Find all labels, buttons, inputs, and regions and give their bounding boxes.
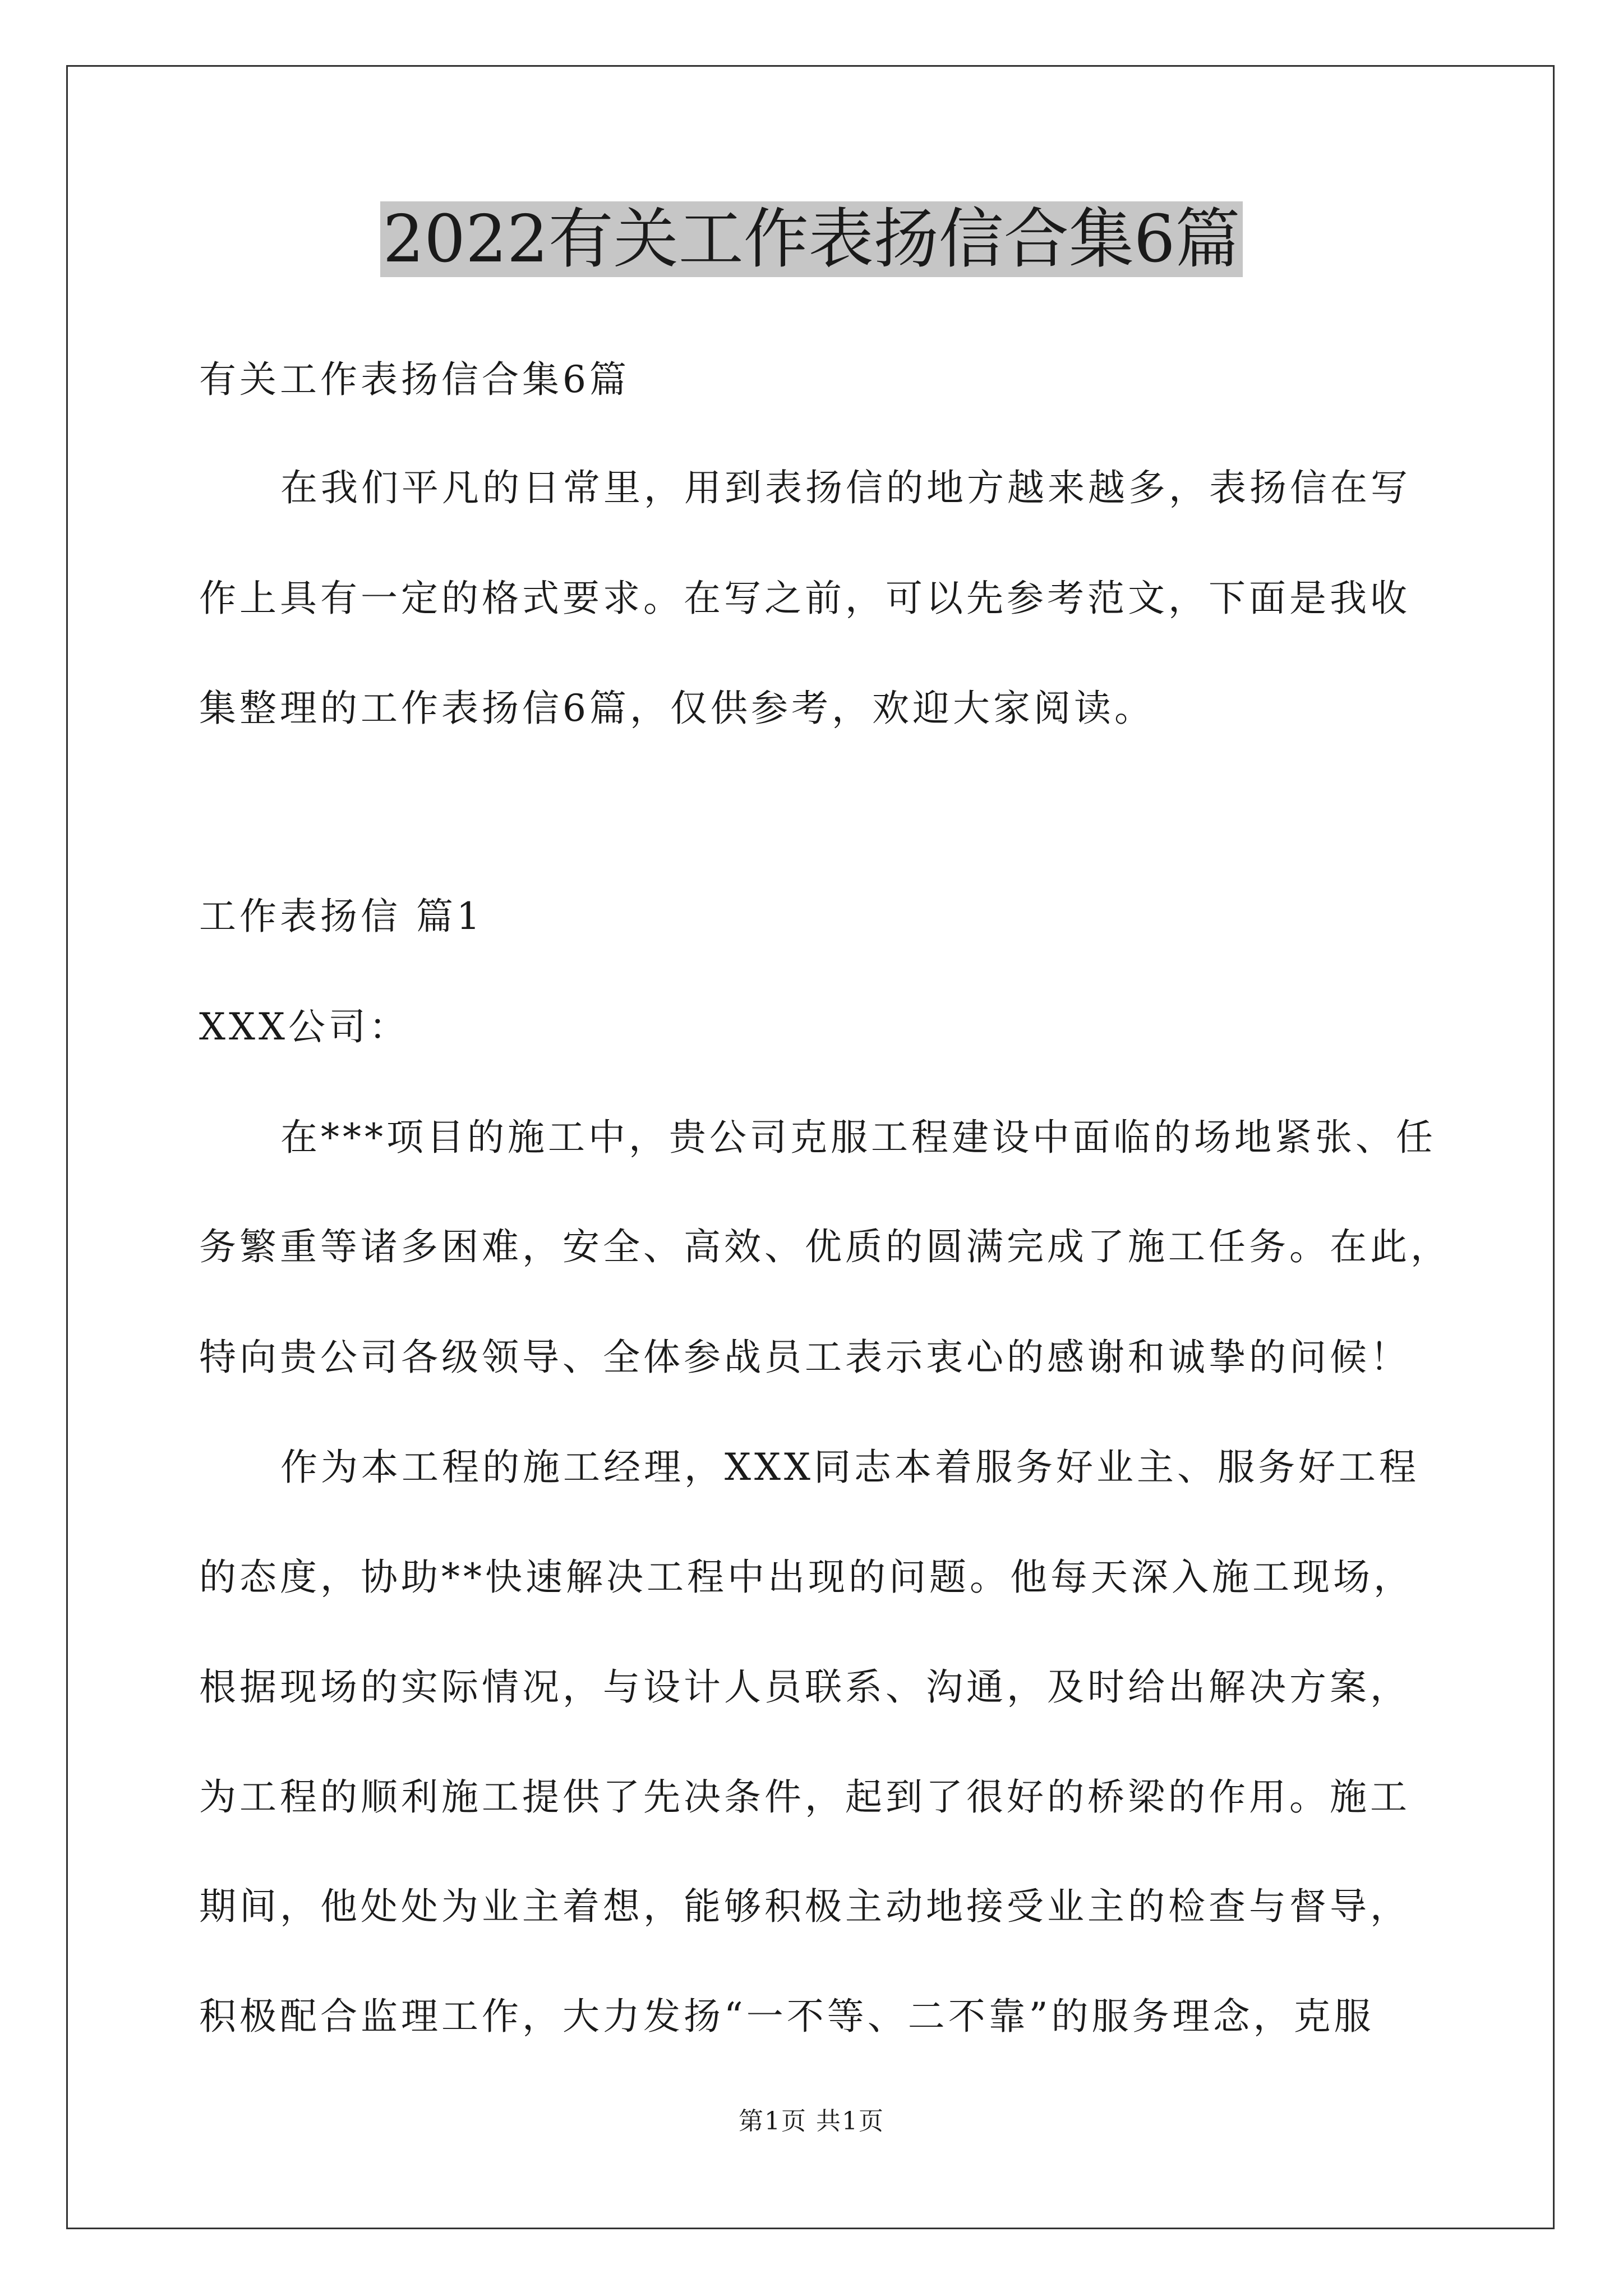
page-footer: 第1页 共1页 xyxy=(739,2107,884,2136)
paragraph2-line-6: 积极配合监理工作，大力发扬“一不等、二不靠”的服务理念，克服 xyxy=(199,1995,1375,2038)
paragraph2-line-1: 作为本工程的施工经理，XXX同志本着服务好业主、服务好工程 xyxy=(280,1446,1419,1489)
paragraph2-line-4: 为工程的顺利施工提供了先决条件，起到了很好的桥梁的作用。施工 xyxy=(199,1775,1410,1819)
intro-line-3: 集整理的工作表扬信6篇，仅供参考，欢迎大家阅读。 xyxy=(199,687,1155,730)
document-subtitle: 有关工作表扬信合集6篇 xyxy=(199,358,630,401)
paragraph2-line-2: 的态度，协助**快速解决工程中出现的问题。他每天深入施工现场， xyxy=(199,1556,1414,1599)
intro-line-1: 在我们平凡的日常里，用到表扬信的地方越来越多，表扬信在写 xyxy=(280,466,1411,509)
intro-line-2: 作上具有一定的格式要求。在写之前，可以先参考范文，下面是我收 xyxy=(199,577,1410,620)
section-heading: 工作表扬信 篇1 xyxy=(199,895,483,938)
paragraph1-line-2: 务繁重等诸多困难，安全、高效、优质的圆满完成了施工任务。在此， xyxy=(199,1225,1451,1268)
paragraph2-line-3: 根据现场的实际情况，与设计人员联系、沟通，及时给出解决方案， xyxy=(199,1665,1410,1709)
paragraph2-line-5: 期间，他处处为业主着想，能够积极主动地接受业主的检查与督导， xyxy=(199,1885,1410,1928)
document-title-text: 2022有关工作表扬信合集6篇 xyxy=(380,201,1242,277)
paragraph1-line-1: 在***项目的施工中，贵公司克服工程建设中面临的场地紧张、任 xyxy=(280,1116,1436,1159)
salutation: XXX公司： xyxy=(199,1005,409,1048)
paragraph1-line-3: 特向贵公司各级领导、全体参战员工表示衷心的感谢和诚挚的问候！ xyxy=(199,1336,1410,1379)
document-title xyxy=(0,197,1623,282)
